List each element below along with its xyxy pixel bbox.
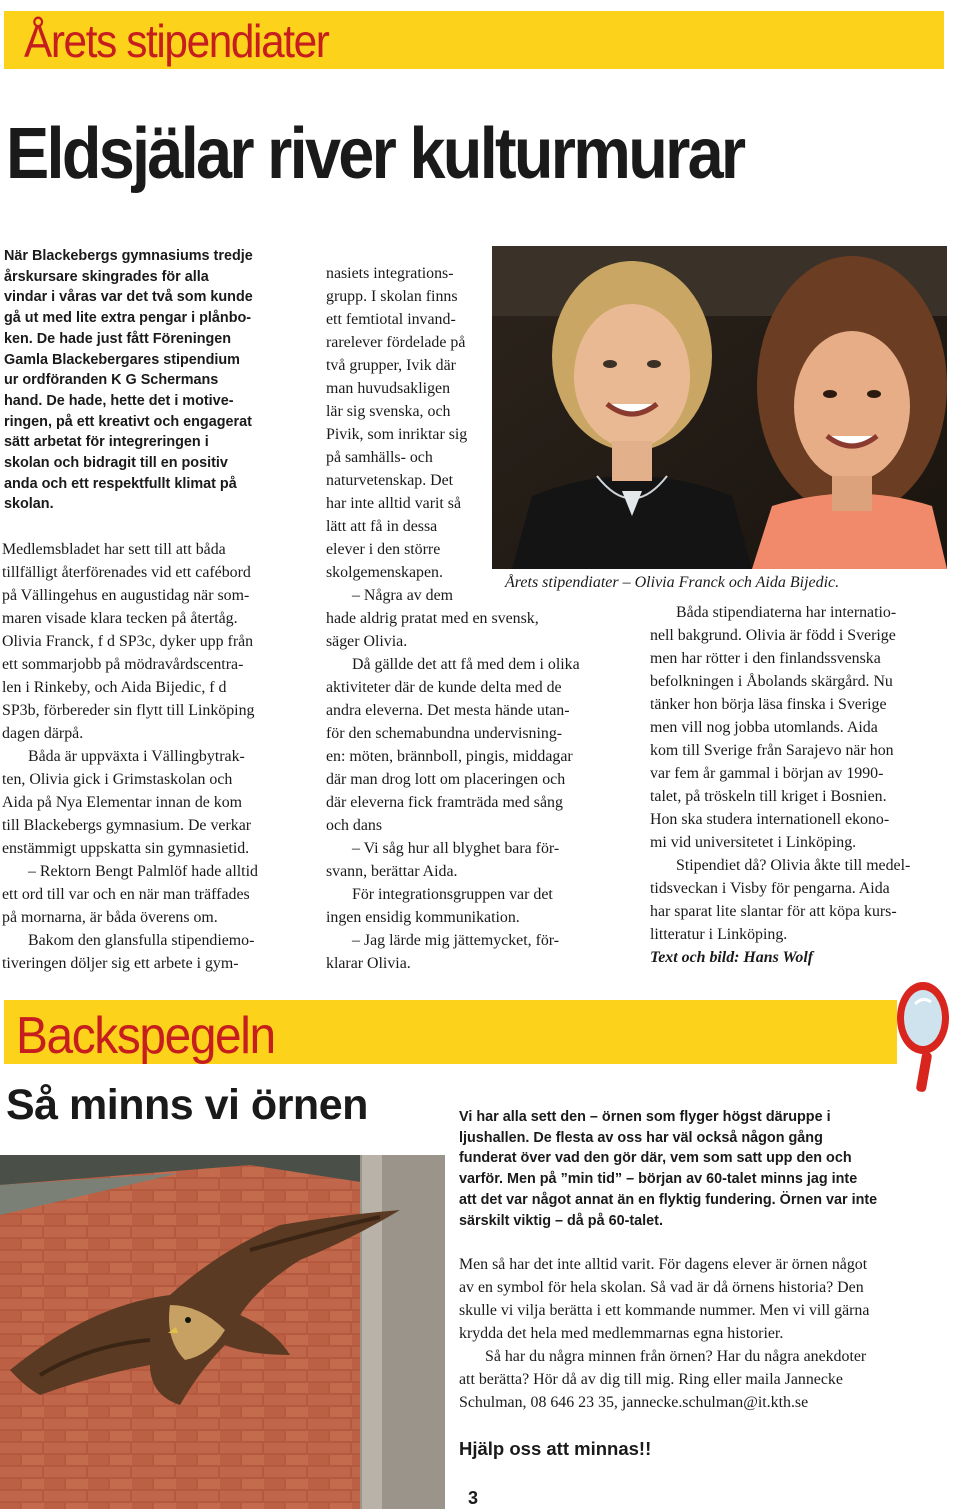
text-line: på samhälls- och bbox=[326, 449, 433, 466]
text-line: på Vällingehus en augustidag när som- bbox=[2, 587, 250, 604]
section-title: Årets stipendiater bbox=[24, 15, 329, 67]
text-line: Vi har alla sett den – örnen som flyger högst däruppe i bbox=[459, 1109, 831, 1125]
text-line: Gamla Blackebergares stipendium bbox=[4, 351, 240, 368]
text-line: För integrationsgruppen var det bbox=[352, 886, 553, 903]
text-line: Båda stipendiaterna har internatio- bbox=[676, 604, 897, 621]
text-line: elever i den större bbox=[326, 541, 441, 558]
text-line: grupp. I skolan finns bbox=[326, 288, 458, 305]
text-line: ett femtiotal invand- bbox=[326, 311, 456, 328]
text-line: en: möten, brännboll, pingis, middagar bbox=[326, 748, 573, 765]
text-line: tillfälligt återförenades vid ett cafébord bbox=[2, 564, 251, 581]
text-line: för den schemabundna undervisning- bbox=[326, 725, 563, 742]
text-line: maren visade klara tecken på återtåg. bbox=[2, 610, 238, 627]
text-line: har inte alltid varit så bbox=[326, 495, 462, 512]
text-line: Stipendiet då? Olivia åkte till medel- bbox=[676, 857, 911, 874]
text-line: ken. De hade just fått Föreningen bbox=[4, 330, 232, 347]
text-line: och dans bbox=[326, 817, 383, 834]
text-line: nasiets integrations- bbox=[326, 265, 454, 282]
text-line: varför. Men på ”min tid” – början av 60-talet minns jag inte bbox=[459, 1171, 858, 1188]
text-line: har sparat lite slantar för att köpa kurs- bbox=[650, 903, 897, 920]
page-number: 3 bbox=[468, 1488, 479, 1508]
text-line: dagen därpå. bbox=[2, 725, 84, 742]
text-line: funderat över vad den gör där, vem som satt upp den och bbox=[459, 1150, 852, 1167]
text-line: skolan. bbox=[4, 496, 54, 513]
text-line: ljushallen. De flesta av oss har väl också någon gång bbox=[459, 1129, 823, 1146]
text-line: där eleverna fick framträda med sång bbox=[326, 794, 563, 811]
text-line: aktiviteter där de kunde delta med de bbox=[326, 679, 562, 696]
closing-line: Hjälp oss att minnas!! bbox=[459, 1438, 652, 1459]
backspegeln-lead bbox=[459, 1107, 954, 1231]
article-column-3 bbox=[650, 601, 950, 946]
text-line: ur ordföranden K G Schermans bbox=[4, 372, 219, 389]
article-credit: Text och bild: Hans Wolf bbox=[650, 949, 814, 966]
text-line: sätt arbetat för integreringen i bbox=[4, 434, 209, 451]
text-line: Bakom den glansfulla stipendiemo- bbox=[28, 932, 255, 949]
article-headline: Eldsjälar river kulturmurar bbox=[6, 114, 744, 194]
text-line: Olivia Franck, f d SP3c, dyker upp från bbox=[2, 633, 254, 650]
text-line: enstämmigt uppskatta sin gymnasietid. bbox=[2, 840, 250, 857]
eagle-photo bbox=[0, 1155, 445, 1509]
hand-mirror-icon bbox=[893, 978, 957, 1096]
text-line: ten, Olivia gick i Grimstaskolan och bbox=[2, 771, 233, 788]
text-line: av en symbol för hela skolan. Så vad är då örnens historia? Den bbox=[459, 1279, 864, 1296]
text-line: andra eleverna. Det mesta hände utan- bbox=[326, 702, 570, 719]
text-line: – Vi såg hur all blyghet bara för- bbox=[352, 840, 560, 857]
backspegeln-headline: Så minns vi örnen bbox=[6, 1081, 368, 1129]
text-line: på mornarna, är båda överens om. bbox=[2, 909, 218, 926]
text-line: var fem år gammal i början av 1990- bbox=[650, 765, 884, 782]
text-line: ett sommarjobb på mödravårdscentra- bbox=[2, 656, 244, 673]
text-line: Hon ska studera internationell ekono- bbox=[650, 811, 890, 828]
text-line: tidsveckan i Visby för pengarna. Aida bbox=[650, 880, 890, 897]
text-line: nell bakgrund. Olivia är född i Sverige bbox=[650, 627, 896, 644]
text-line: – Rektorn Bengt Palmlöf hade alltid bbox=[28, 863, 258, 880]
text-line: Då gällde det att få med dem i olika bbox=[352, 656, 580, 673]
text-line: att det var något annat än en flyktig fundering. Örnen var inte bbox=[459, 1191, 878, 1208]
text-line: men har rötter i den finlandssvenska bbox=[650, 650, 881, 667]
text-line: årskursare skingrades för alla bbox=[4, 268, 209, 285]
text-line: skolan och bidragit till en positiv bbox=[4, 455, 228, 472]
text-line: till Blackebergs gymnasium. De verkar bbox=[2, 817, 252, 834]
text-line: Så har du några minnen från örnen? Har du några anekdoter bbox=[485, 1348, 867, 1365]
text-line: att berätta? Hör då av dig till mig. Ring eller maila Jannecke bbox=[459, 1371, 843, 1388]
text-line: skulle vi vilja berätta i ett kommande nummer. Men vi vill gärna bbox=[459, 1302, 870, 1319]
text-line: talet, på tröskeln till kriget i Bosnien. bbox=[650, 788, 887, 805]
text-line: len i Rinkeby, och Aida Bijedic, f d bbox=[2, 679, 227, 696]
text-line: anda och ett respektfullt klimat på bbox=[4, 475, 237, 492]
text-line: krydda det hela med medlemmarnas egna historier. bbox=[459, 1325, 784, 1342]
article-lead bbox=[4, 246, 304, 515]
text-line: litteratur i Linköping. bbox=[650, 926, 788, 943]
text-line: man huvudsakligen bbox=[326, 380, 451, 397]
article-column-1 bbox=[2, 538, 312, 975]
text-line: gå ut med lite extra pengar i plånbo- bbox=[4, 310, 252, 327]
text-line: ringen, på ett kreativt och engagerat bbox=[4, 413, 252, 430]
text-line: skolgemenskapen. bbox=[326, 564, 443, 581]
text-line: Schulman, 08 646 23 35, jannecke.schulman@it.kth.se bbox=[459, 1394, 809, 1411]
text-line: men vill nog jobba utomlands. Aida bbox=[650, 719, 878, 736]
text-line: hand. De hade, hette det i motive- bbox=[4, 392, 234, 409]
backspegeln-title: Backspegeln bbox=[16, 1007, 275, 1065]
text-line: svann, berättar Aida. bbox=[326, 863, 458, 880]
text-line: naturvetenskap. Det bbox=[326, 472, 454, 489]
text-line: vindar i våras var det två som kunde bbox=[4, 289, 253, 306]
text-line: – Några av dem bbox=[352, 587, 454, 604]
photo-caption: Årets stipendiater – Olivia Franck och Aida Bijedic. bbox=[505, 574, 840, 591]
text-line: mi vid universitetet i Linköping. bbox=[650, 834, 857, 851]
text-line: Men så har det inte alltid varit. För dagens elever är örnen något bbox=[459, 1256, 868, 1273]
text-line: rarelever fördelade på bbox=[326, 334, 466, 351]
text-line: klarar Olivia. bbox=[326, 955, 411, 972]
text-line: Båda är uppväxta i Vällingbytrak- bbox=[28, 748, 245, 765]
text-line: Medlemsbladet har sett till att båda bbox=[2, 541, 226, 558]
backspegeln-body bbox=[459, 1253, 954, 1414]
text-line: lär sig svenska, och bbox=[326, 403, 451, 420]
text-line: ett ord till var och en när man träffades bbox=[2, 886, 250, 903]
text-line: hade aldrig pratat med en svensk, bbox=[326, 610, 539, 627]
text-line: lätt att få in dessa bbox=[326, 518, 438, 535]
text-line: ingen ensidig kommunikation. bbox=[326, 909, 520, 926]
text-line: SP3b, förbereder sin flytt till Linköping bbox=[2, 702, 255, 719]
text-line: säger Olivia. bbox=[326, 633, 408, 650]
text-line: – Jag lärde mig jättemycket, för- bbox=[352, 932, 560, 949]
text-line: kom till Sverige från Sarajevo när hon bbox=[650, 742, 894, 759]
text-line: där man drog lott om placeringen och bbox=[326, 771, 566, 788]
text-line: tiveringen döljer sig ett arbete i gym- bbox=[2, 955, 239, 972]
text-line: tänker hon börja läsa finska i Sverige bbox=[650, 696, 887, 713]
text-line: befolkningen i Åbolands skärgård. Nu bbox=[650, 673, 893, 690]
students-photo bbox=[492, 246, 947, 569]
text-line: två grupper, Ivik där bbox=[326, 357, 456, 374]
text-line: Pivik, som inriktar sig bbox=[326, 426, 468, 443]
text-line: När Blackebergs gymnasiums tredje bbox=[4, 248, 253, 264]
text-line: Aida på Nya Elementar innan de kom bbox=[2, 794, 243, 811]
text-line: särskilt viktig – då på 60-talet. bbox=[459, 1212, 663, 1229]
